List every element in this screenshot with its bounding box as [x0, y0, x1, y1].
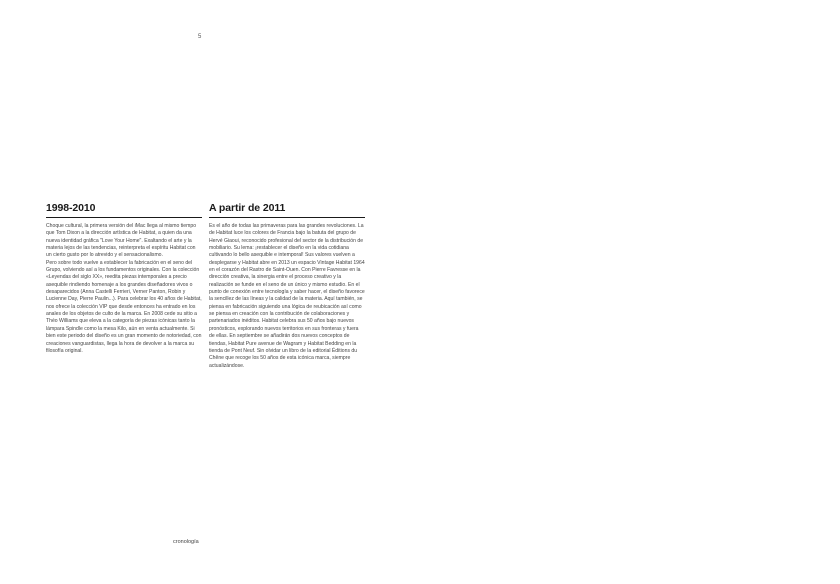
- section-paragraph: Es el año de todas las primaveras para las grandes revoluciones. La de Habitat luce los colores de Francia bajo la batuta del grupo de Hervé Giaoui, reconocido profesional del sector de la distribución de mobiliario. Su lema: ¡restablecer el diseño en la vida cotidiana cultivando lo bello asequible e intemporal! Sus valores vuelven a desplegarse y Habitat abre en 2013 un espacio Vintage Habitat 1964 en el corazón del Rastro de Saint-Ouen. Con Pierre Favresse en la dirección creativa, la sinergia entre el proceso creativo y la realización se funde en el seno de un único y mismo estudio. En el punto de conexión entre tecnología y saber hacer, el diseño favorece la sencillez de las líneas y la calidad de la materia. Aquí también, se piensa en fabricación siguiendo una lógica de reubicación así como se piensa en creación con la contribución de colaboraciones y partenariados inéditos. Habitat celebra sus 50 años bajo nuevos pronósticos, explorando nuevos territorios en sus fronteras y fuera de ellas. En septiembre se añadirán dos nuevos conceptos de tiendas, Habitat Pure avenue de Wagram y Habitat Bedding en la tienda de Pont Neuf. Sin olvidar un libro de la editorial Éditions du Chêne que recoge los 50 años de esta icónica marca, siempre actualizándose.: [209, 223, 365, 369]
- footer-label: cronología: [173, 539, 199, 545]
- section-paragraph: Choque cultural, la primera versión del iMac llega al mismo tiempo que Tom Dixon a la dirección artística de Habitat, a quien da una nueva identidad gráfica "Love Your Home". Exaltando el arte y la materia lejos de las tendencias, reinterpreta el espíritu Habitat con un cierto gusto por lo atrevido y el sensacionalismo.: [46, 223, 197, 259]
- section-paragraph: Pero sobre todo vuelve a establecer la fabricación en el seno del Grupo, volviendo así a los fundamentos originales. Con la colección «Leyendas del siglo XX», reedita piezas intemporales a precio asequible rindiendo homenaje a los grandes diseñadores vivos o desaparecidos (Anna Castelli Ferrieri, Verner Panton, Robin y Lucienne Day, Pierre Paulin...). Para celebrar los 40 años de Habitat, nos ofrece la colección VIP que desde entonces ha entrado en los anales de los objetos de culto de la marca. En 2008 cede su sitio a Théo Williams que eleva a la categoría de piezas icónicas tanto la lámpara Spindle como la mesa Kilo, aún en venta actualmente. Si bien este periodo del diseño es un gran momento de notoriedad, con creaciones vanguardistas, llega la hora de devolver a la marca su filosofía original.: [46, 259, 202, 354]
- section-heading: A partir de 2011: [209, 202, 365, 218]
- section-2011: [209, 202, 365, 370]
- section-1998-2010: [46, 202, 202, 355]
- page-number: 5: [198, 34, 202, 40]
- section-heading: 1998-2010: [46, 202, 202, 218]
